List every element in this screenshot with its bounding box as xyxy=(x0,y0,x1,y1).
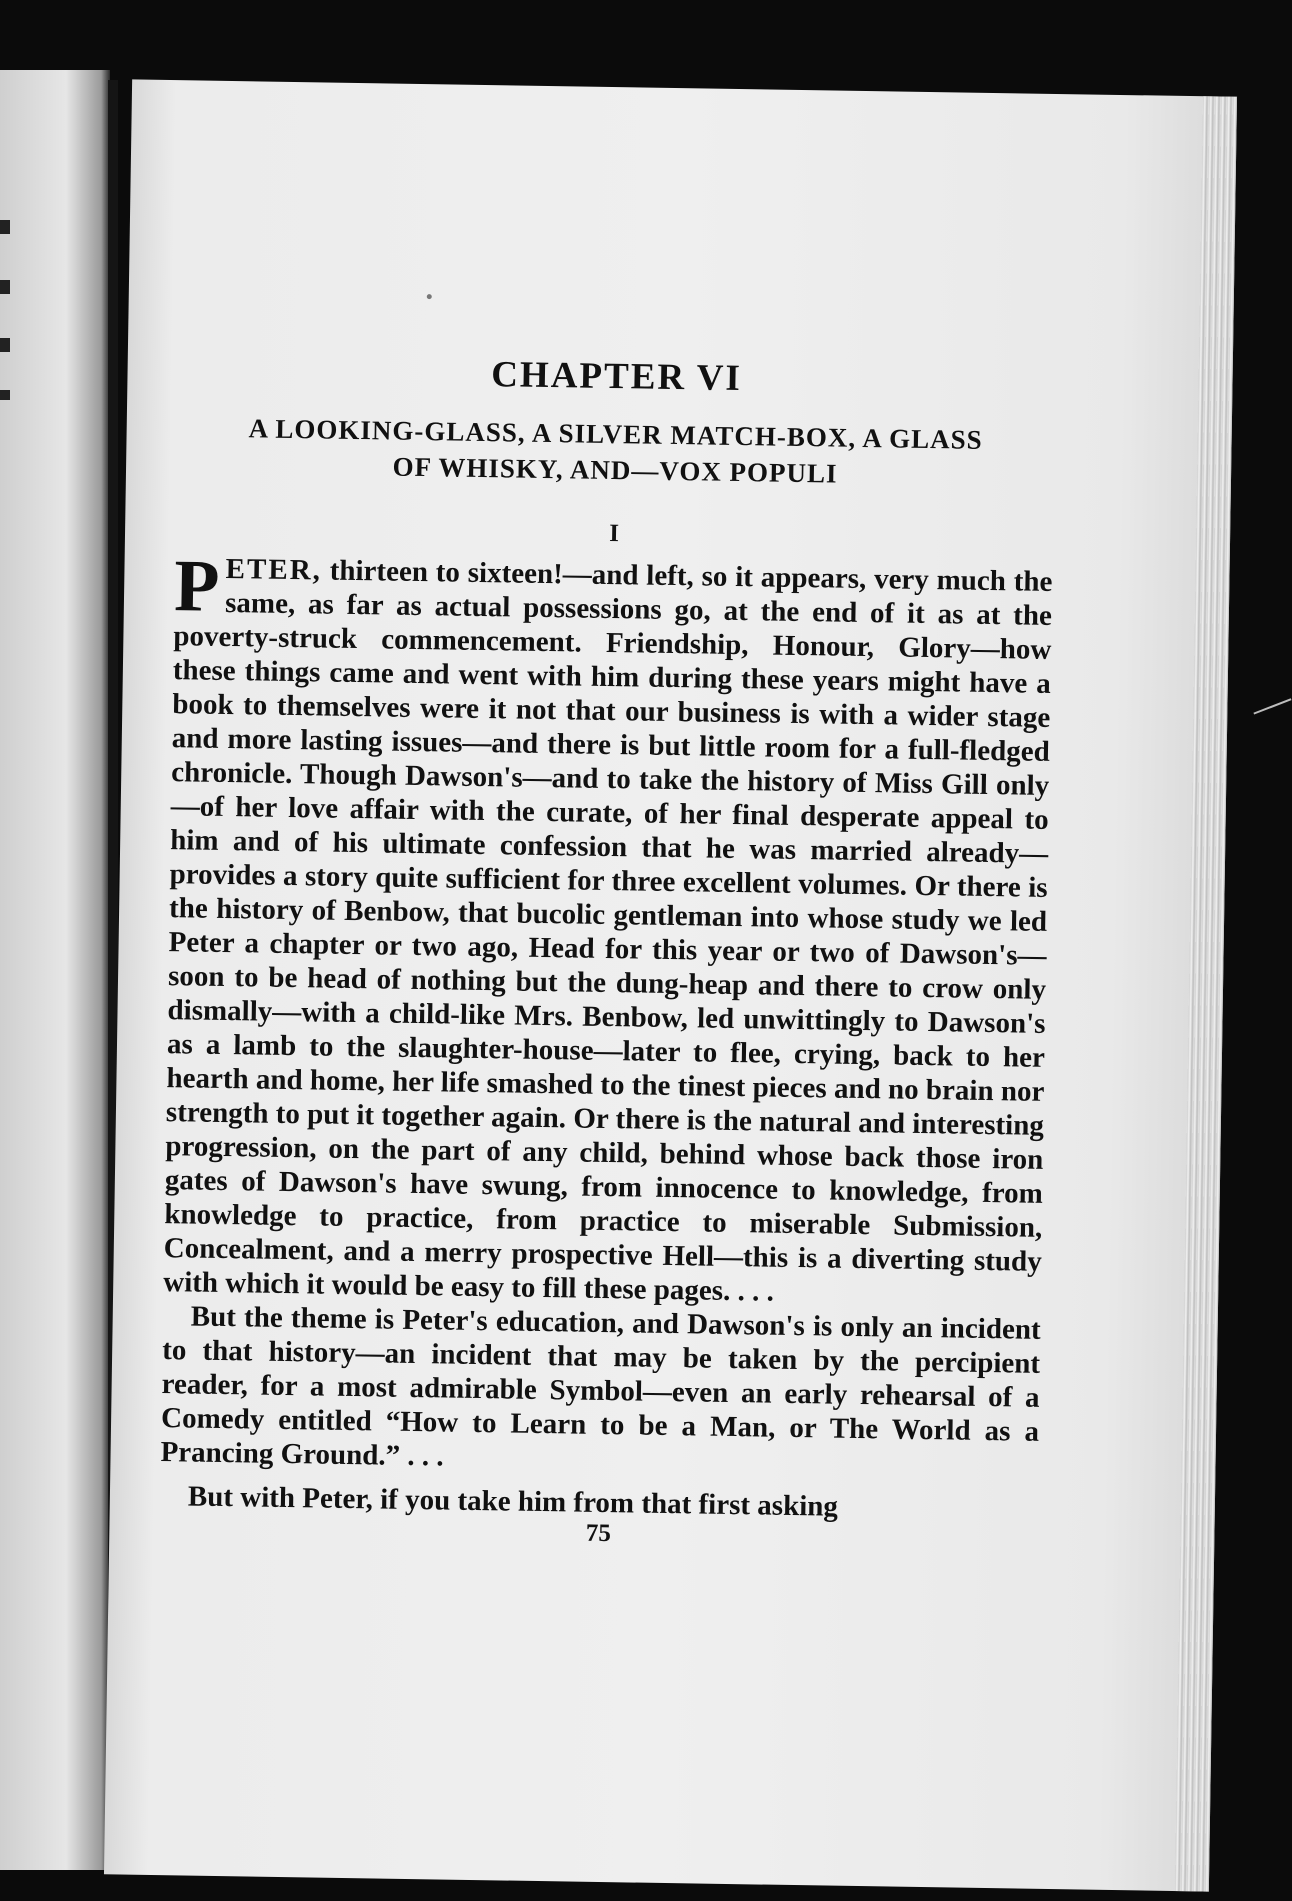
page-content xyxy=(159,348,1056,1555)
page-stack-edge xyxy=(1175,96,1237,1891)
drop-cap: P xyxy=(173,545,221,628)
opening-smallcaps: ETER, xyxy=(225,552,323,587)
chapter-subtitle xyxy=(176,409,1055,495)
page-speck xyxy=(427,294,432,299)
chapter-subtitle-line2: OF WHISKY, AND—VOX POPULI xyxy=(392,451,838,489)
section-number: I xyxy=(609,519,620,548)
pencil-mark xyxy=(1253,698,1291,714)
paragraph-text: thirteen to sixteen!—and left, so it appears, very much the same, as far as actual possessions go, at the end of it as at the poverty-struck commencement. Friendship, Honour, Glory—how these things came and went with him during these years might have a book to themselves were it not that our business is with a wider stage and more lasting issues—and there is but little room for a full-fledged chronicle. Though Dawson's—and to take the history of Miss Gill only—of her love affair with the curate, of her final desperate appeal to him and of his ultimate confession that he was married already—provides a story quite sufficient for three excellent volumes. Or there is the history of Benbow, that bucolic gentleman into whose study we led Peter a chapter or two ago, Head for this year or two of Dawson's—soon to be head of nothing but the dung-heap and there to crow only dismally—with a child-like Mrs. Benbow, led unwittingly to Dawson's as a lamb to the slaughter-house—later to flee, crying, back to her hearth and home, her life smashed to the tinest pieces and no brain nor strength to put it together again. Or there is the natural and interesting progression, on the part of any child, behind whose back those iron gates of Dawson's have swung, from innocence to knowledge, from knowledge to practice, from practice to miserable Submission, Concealment, and a merry prospective Hell—this is a diverting study with which it would be easy to fill these pages. . . . xyxy=(163,554,1053,1308)
facing-page-edge xyxy=(0,70,110,1870)
chapter-title: CHAPTER VI xyxy=(490,354,743,400)
body-paragraph: But the theme is Peter's education, and Dawson's is only an incident to that history—an incident that may be taken by the percipient reader, for a most admirable Symbol—even an early rehearsal of a Comedy entitled “How to Learn to be a Man, or The World as a Prancing Ground.” . . . xyxy=(160,1300,1041,1473)
body-paragraph xyxy=(163,545,1053,1313)
page-number: 75 xyxy=(585,1519,612,1548)
facing-page-text-fragment xyxy=(0,390,10,400)
chapter-subtitle-line1: A LOOKING-GLASS, A SILVER MATCH-BOX, A GLASS xyxy=(248,413,983,455)
facing-page-text-fragment xyxy=(0,220,10,234)
body-paragraph: But with Peter, if you take him from that first asking xyxy=(187,1480,839,1523)
facing-page-text-fragment xyxy=(0,338,10,352)
facing-page-text-fragment xyxy=(0,280,10,294)
book-page xyxy=(104,79,1237,1891)
